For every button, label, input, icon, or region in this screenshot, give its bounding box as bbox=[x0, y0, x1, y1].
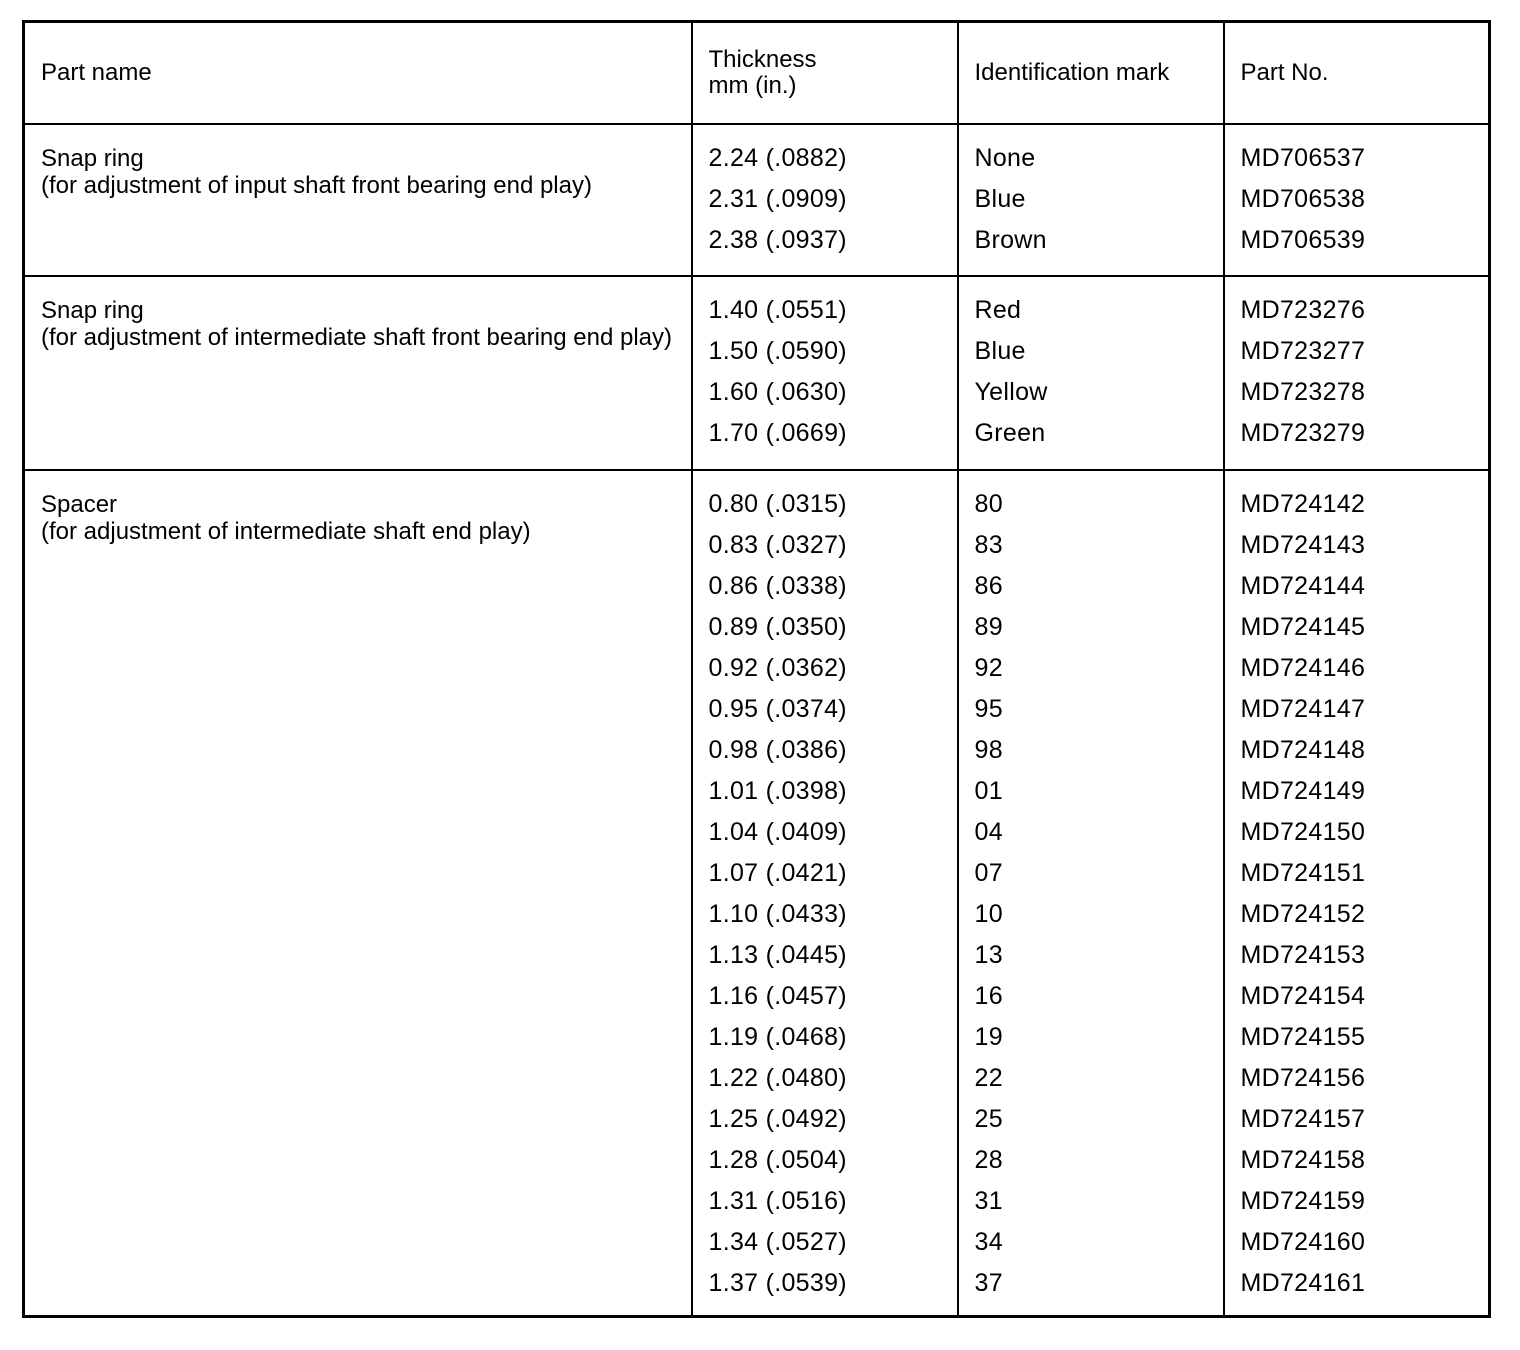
thickness-value: 2.31 (.0909) bbox=[708, 185, 847, 213]
thickness-value: 1.04 (.0409) bbox=[708, 818, 847, 846]
identification-mark-value: 22 bbox=[974, 1064, 1003, 1092]
identification-mark-value: 37 bbox=[974, 1269, 1003, 1297]
identification-mark-value: 16 bbox=[974, 982, 1003, 1010]
identification-mark-value: 89 bbox=[974, 613, 1003, 641]
thickness-value: 1.13 (.0445) bbox=[708, 941, 847, 969]
header-part-name-label: Part name bbox=[41, 59, 152, 86]
thickness-value: 1.70 (.0669) bbox=[708, 419, 847, 447]
identification-mark-value: 98 bbox=[974, 736, 1003, 764]
thickness-value: 1.28 (.0504) bbox=[708, 1146, 847, 1174]
part-number-value: MD724147 bbox=[1240, 695, 1366, 723]
thickness-value: 0.83 (.0327) bbox=[708, 531, 847, 559]
identification-mark-cell bbox=[958, 124, 1224, 276]
part-name-cell bbox=[24, 470, 692, 1317]
thickness-value: 1.16 (.0457) bbox=[708, 982, 847, 1010]
table-row bbox=[24, 124, 1490, 276]
identification-mark-value: 01 bbox=[974, 777, 1003, 805]
header-part-no-label: Part No. bbox=[1240, 59, 1329, 86]
header-identification-mark-label: Identification mark bbox=[974, 59, 1170, 86]
part-number-value: MD724152 bbox=[1240, 900, 1366, 928]
identification-mark-cell bbox=[958, 276, 1224, 470]
part-number-value: MD724150 bbox=[1240, 818, 1366, 846]
table-row bbox=[24, 276, 1490, 470]
part-number-value: MD724157 bbox=[1240, 1105, 1366, 1133]
part-name-cell bbox=[24, 276, 692, 470]
identification-mark-value: None bbox=[974, 144, 1036, 172]
part-number-value: MD724142 bbox=[1240, 490, 1366, 518]
identification-mark-value: Yellow bbox=[974, 378, 1048, 406]
part-number-cell bbox=[1224, 276, 1490, 470]
part-number-value: MD724143 bbox=[1240, 531, 1366, 559]
thickness-value: 1.40 (.0551) bbox=[708, 296, 847, 324]
thickness-value: 0.98 (.0386) bbox=[708, 736, 847, 764]
part-number-value: MD724153 bbox=[1240, 941, 1366, 969]
header-part-name bbox=[24, 22, 692, 125]
thickness-value: 1.31 (.0516) bbox=[708, 1187, 847, 1215]
part-description: (for adjustment of intermediate shaft front bearing end play) bbox=[41, 324, 673, 351]
part-number-value: MD724144 bbox=[1240, 572, 1366, 600]
part-number-value: MD706537 bbox=[1240, 144, 1366, 172]
thickness-value: 1.10 (.0433) bbox=[708, 900, 847, 928]
identification-mark-value: Brown bbox=[974, 226, 1047, 254]
thickness-value: 1.60 (.0630) bbox=[708, 378, 847, 406]
thickness-value: 1.22 (.0480) bbox=[708, 1064, 847, 1092]
thickness-value: 0.95 (.0374) bbox=[708, 695, 847, 723]
identification-mark-value: 10 bbox=[974, 900, 1003, 928]
part-number-cell bbox=[1224, 124, 1490, 276]
identification-mark-value: 92 bbox=[974, 654, 1003, 682]
thickness-value: 2.24 (.0882) bbox=[708, 144, 847, 172]
identification-mark-value: 34 bbox=[974, 1228, 1003, 1256]
identification-mark-value: 04 bbox=[974, 818, 1003, 846]
part-number-value: MD724161 bbox=[1240, 1269, 1366, 1297]
part-name-cell bbox=[24, 124, 692, 276]
part-number-value: MD724156 bbox=[1240, 1064, 1366, 1092]
header-row bbox=[24, 22, 1490, 125]
thickness-value: 1.50 (.0590) bbox=[708, 337, 847, 365]
thickness-value: 0.92 (.0362) bbox=[708, 654, 847, 682]
identification-mark-value: 86 bbox=[974, 572, 1003, 600]
thickness-cell bbox=[692, 276, 958, 470]
part-number-value: MD706538 bbox=[1240, 185, 1366, 213]
part-number-value: MD724149 bbox=[1240, 777, 1366, 805]
part-number-value: MD724151 bbox=[1240, 859, 1366, 887]
thickness-value: 1.19 (.0468) bbox=[708, 1023, 847, 1051]
part-description: (for adjustment of input shaft front bearing end play) bbox=[41, 172, 592, 199]
part-number-value: MD724145 bbox=[1240, 613, 1366, 641]
identification-mark-value: Blue bbox=[974, 337, 1026, 365]
identification-mark-value: Green bbox=[974, 419, 1046, 447]
identification-mark-value: 95 bbox=[974, 695, 1003, 723]
part-number-value: MD723279 bbox=[1240, 419, 1366, 447]
part-number-value: MD723277 bbox=[1240, 337, 1366, 365]
thickness-cell bbox=[692, 470, 958, 1317]
table-body bbox=[24, 124, 1490, 1317]
thickness-value: 0.86 (.0338) bbox=[708, 572, 847, 600]
part-description: (for adjustment of intermediate shaft end play) bbox=[41, 518, 531, 545]
part-number-value: MD724159 bbox=[1240, 1187, 1366, 1215]
identification-mark-value: 13 bbox=[974, 941, 1003, 969]
part-number-value: MD706539 bbox=[1240, 226, 1366, 254]
part-name: Snap ring bbox=[41, 297, 144, 324]
identification-mark-value: 83 bbox=[974, 531, 1003, 559]
table-row bbox=[24, 470, 1490, 1317]
thickness-value: 0.89 (.0350) bbox=[708, 613, 847, 641]
identification-mark-value: Blue bbox=[974, 185, 1026, 213]
part-number-value: MD724148 bbox=[1240, 736, 1366, 764]
identification-mark-value: 80 bbox=[974, 490, 1003, 518]
part-name: Snap ring bbox=[41, 145, 144, 172]
thickness-cell bbox=[692, 124, 958, 276]
part-number-value: MD723276 bbox=[1240, 296, 1366, 324]
identification-mark-cell bbox=[958, 470, 1224, 1317]
identification-mark-value: Red bbox=[974, 296, 1022, 324]
part-number-value: MD724158 bbox=[1240, 1146, 1366, 1174]
thickness-value: 1.34 (.0527) bbox=[708, 1228, 847, 1256]
part-number-value: MD724146 bbox=[1240, 654, 1366, 682]
thickness-value: 2.38 (.0937) bbox=[708, 226, 847, 254]
thickness-value: 1.01 (.0398) bbox=[708, 777, 847, 805]
thickness-value: 0.80 (.0315) bbox=[708, 490, 847, 518]
header-thickness-label: Thickness bbox=[708, 46, 817, 73]
part-number-cell bbox=[1224, 470, 1490, 1317]
part-number-value: MD723278 bbox=[1240, 378, 1366, 406]
header-identification-mark bbox=[958, 22, 1224, 125]
identification-mark-value: 19 bbox=[974, 1023, 1003, 1051]
header-thickness bbox=[692, 22, 958, 125]
thickness-value: 1.25 (.0492) bbox=[708, 1105, 847, 1133]
part-number-value: MD724160 bbox=[1240, 1228, 1366, 1256]
identification-mark-value: 28 bbox=[974, 1146, 1003, 1174]
part-name: Spacer bbox=[41, 491, 118, 518]
header-thickness-unit: mm (in.) bbox=[708, 72, 797, 99]
header-part-no bbox=[1224, 22, 1490, 125]
identification-mark-value: 25 bbox=[974, 1105, 1003, 1133]
thickness-value: 1.37 (.0539) bbox=[708, 1269, 847, 1297]
thickness-value: 1.07 (.0421) bbox=[708, 859, 847, 887]
part-number-value: MD724154 bbox=[1240, 982, 1366, 1010]
parts-table bbox=[22, 20, 1491, 1318]
identification-mark-value: 07 bbox=[974, 859, 1003, 887]
identification-mark-value: 31 bbox=[974, 1187, 1003, 1215]
table-header bbox=[24, 22, 1490, 125]
part-number-value: MD724155 bbox=[1240, 1023, 1366, 1051]
